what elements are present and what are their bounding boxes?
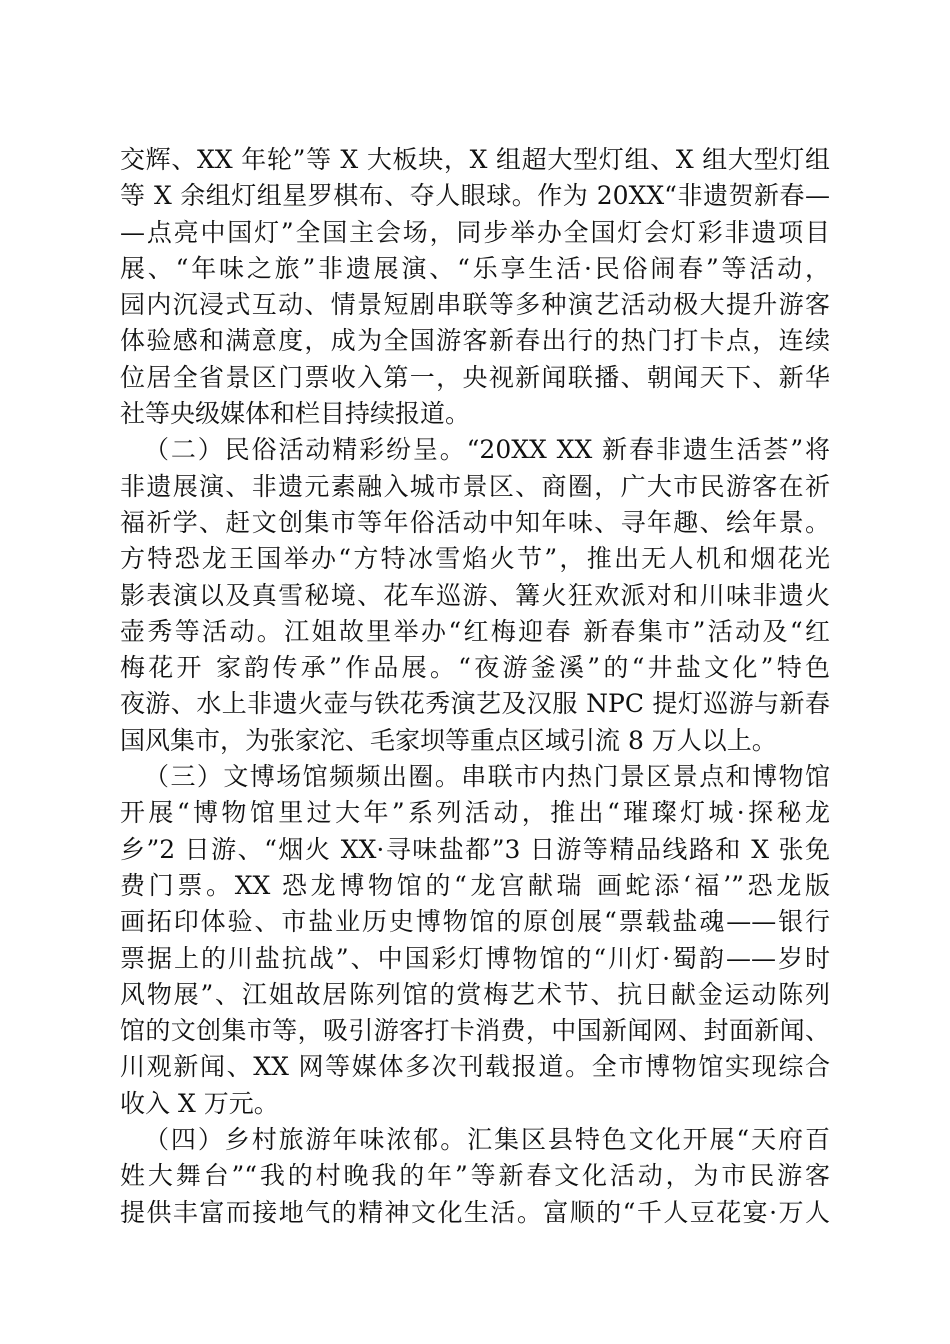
text-line: 等 X 余组灯组星罗棋布、夺人眼球。作为 20XX“非遗贺新春—: [120, 181, 830, 211]
text-line: 乡”2 日游、“烟火 XX·寻味盐都”3 日游等精品线路和 X 张免: [120, 834, 830, 864]
body-text: [120, 142, 830, 1231]
text-line: 壶秀等活动。江姐故里举办“红梅迎春 新春集市”活动及“红: [120, 616, 830, 646]
text-line: —点亮中国灯”全国主会场，同步举办全国灯会灯彩非遗项目: [120, 217, 830, 247]
text-line: 国风集市，为张家沱、毛家坝等重点区域引流 8 万人以上。: [120, 725, 777, 755]
text-line: 位居全省景区门票收入第一，央视新闻联播、朝闻天下、新华: [120, 362, 830, 392]
text-line: 展、“年味之旅”非遗展演、“乐享生活·民俗闹春”等活动，: [120, 253, 830, 283]
text-line: 非遗展演、非遗元素融入城市景区、商圈，广大市民游客在祈: [120, 471, 830, 501]
text-line: 风物展”、江姐故居陈列馆的赏梅艺术节、抗日献金运动陈列: [120, 979, 830, 1009]
text-line: 社等央级媒体和栏目持续报道。: [120, 399, 471, 429]
text-line: 馆的文创集市等，吸引游客打卡消费，中国新闻网、封面新闻、: [120, 1016, 830, 1046]
section-heading-line: （四）乡村旅游年味浓郁。汇集区县特色文化开展“天府百: [144, 1125, 830, 1155]
text-line: 体验感和满意度，成为全国游客新春出行的热门打卡点，连续: [120, 326, 830, 356]
text-line: 费门票。XX 恐龙博物馆的“龙宫献瑞 画蛇添‘福’”恐龙版: [120, 870, 830, 900]
text-line: 画拓印体验、市盐业历史博物馆的原创展“票载盐魂——银行: [120, 907, 830, 937]
text-line: 福祈学、赶文创集市等年俗活动中知年味、寻年趣、绘年景。: [120, 507, 830, 537]
text-line: 收入 X 万元。: [120, 1088, 279, 1118]
text-line: 提供丰富而接地气的精神文化生活。富顺的“千人豆花宴·万人: [120, 1197, 830, 1227]
text-line: 交辉、XX 年轮”等 X 大板块，X 组超大型灯组、X 组大型灯组: [120, 145, 830, 174]
text-line: 园内沉浸式互动、情景短剧串联等多种演艺活动极大提升游客: [120, 290, 830, 320]
text-line: 票据上的川盐抗战”、中国彩灯博物馆的“川灯·蜀韵——岁时: [120, 943, 830, 973]
text-line: 夜游、水上非遗火壶与铁花秀演艺及汉服 NPC 提灯巡游与新春: [120, 689, 830, 719]
text-line: 开展“博物馆里过大年”系列活动，推出“璀璨灯城·探秘龙: [120, 798, 830, 828]
text-line: 姓大舞台”“我的村晚我的年”等新春文化活动，为市民游客: [120, 1161, 830, 1191]
text-line: 梅花开 家韵传承”作品展。“夜游釜溪”的“井盐文化”特色: [120, 653, 830, 683]
section-heading-line: （二）民俗活动精彩纷呈。“20XX XX 新春非遗生活荟”将: [144, 435, 830, 465]
text-line: 方特恐龙王国举办“方特冰雪焰火节”，推出无人机和烟花光: [120, 544, 830, 574]
text-line: 川观新闻、XX 网等媒体多次刊载报道。全市博物馆实现综合: [120, 1052, 830, 1082]
text-line: 影表演以及真雪秘境、花车巡游、篝火狂欢派对和川味非遗火: [120, 580, 830, 610]
section-heading-line: （三）文博场馆频频出圈。串联市内热门景区景点和博物馆: [144, 762, 830, 792]
